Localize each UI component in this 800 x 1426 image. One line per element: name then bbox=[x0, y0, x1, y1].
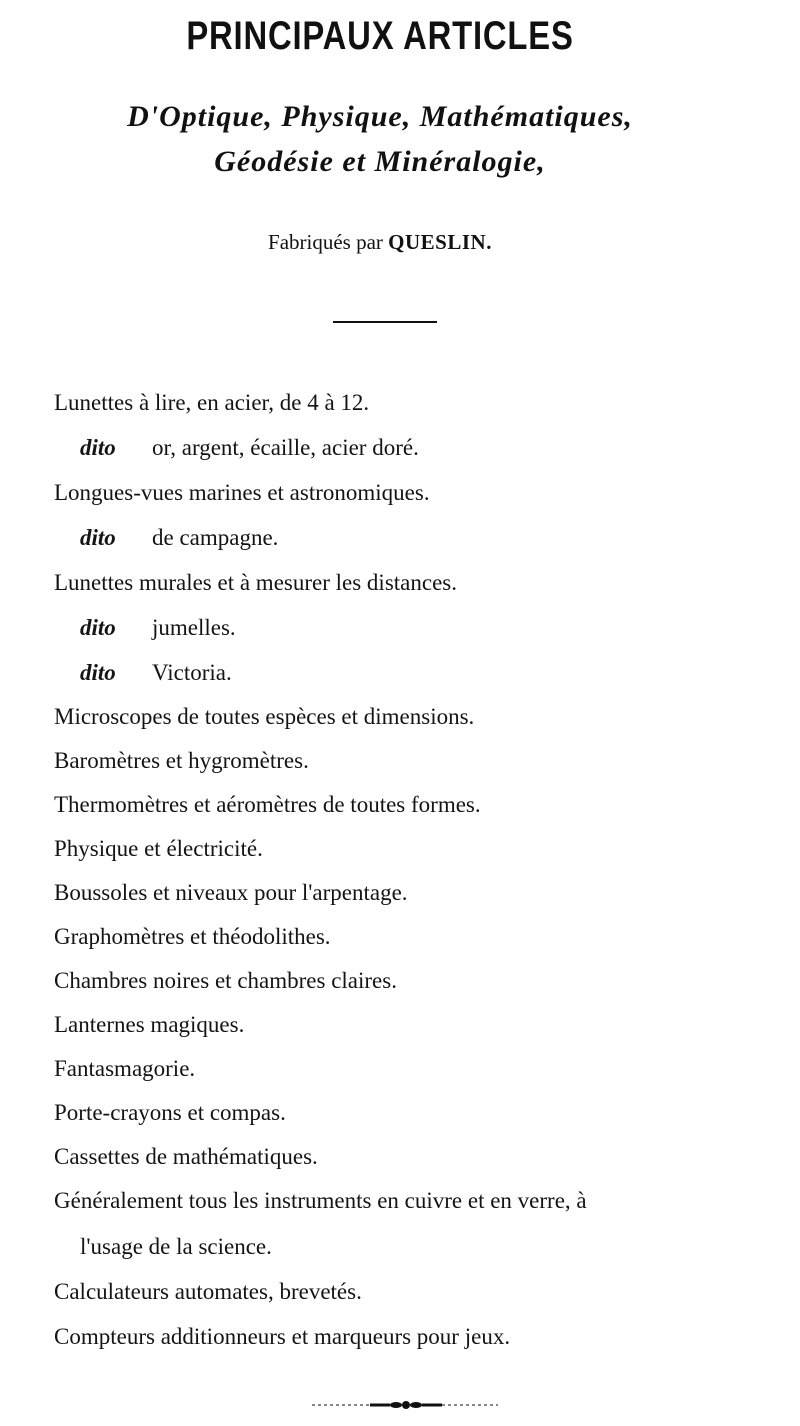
item-text: Victoria. bbox=[152, 660, 232, 685]
ditto-mark: dito bbox=[80, 615, 116, 640]
list-item bbox=[80, 658, 232, 688]
item-text: de campagne. bbox=[152, 525, 279, 550]
list-item bbox=[80, 523, 278, 553]
list-item bbox=[54, 478, 430, 508]
ornament-divider bbox=[310, 1398, 500, 1412]
item-text: Chambres noires et chambres claires. bbox=[54, 968, 397, 993]
maker-line bbox=[0, 230, 760, 255]
list-item bbox=[54, 1098, 286, 1128]
item-text: jumelles. bbox=[152, 615, 236, 640]
list-item bbox=[54, 746, 309, 776]
list-item bbox=[54, 1054, 195, 1084]
item-text: Longues-vues marines et astronomiques. bbox=[54, 480, 430, 505]
list-item bbox=[80, 1232, 272, 1262]
subtitle-line-2: Géodésie et Minéralogie, bbox=[214, 145, 546, 178]
list-item bbox=[54, 834, 263, 864]
item-text: Microscopes de toutes espèces et dimensions. bbox=[54, 704, 475, 729]
item-text: Physique et électricité. bbox=[54, 836, 263, 861]
item-text: Calculateurs automates, brevetés. bbox=[54, 1279, 362, 1304]
list-item bbox=[54, 388, 369, 418]
item-text: Boussoles et niveaux pour l'arpentage. bbox=[54, 880, 408, 905]
item-text: l'usage de la science. bbox=[80, 1234, 272, 1259]
item-text: Cassettes de mathématiques. bbox=[54, 1144, 318, 1169]
item-text: Généralement tous les instruments en cuivre et en verre, à bbox=[54, 1188, 587, 1213]
item-text: Thermomètres et aéromètres de toutes formes. bbox=[54, 792, 481, 817]
list-item bbox=[54, 1010, 244, 1040]
divider-rule bbox=[333, 321, 437, 323]
list-item bbox=[54, 1277, 362, 1307]
item-text: Baromètres et hygromètres. bbox=[54, 748, 309, 773]
item-text: Porte-crayons et compas. bbox=[54, 1100, 286, 1125]
maker-name: QUESLIN. bbox=[388, 230, 492, 254]
list-item bbox=[80, 613, 236, 643]
list-item bbox=[54, 568, 457, 598]
list-item bbox=[54, 1186, 587, 1216]
ditto-mark: dito bbox=[80, 525, 116, 550]
ditto-mark: dito bbox=[80, 660, 116, 685]
item-text: Lanternes magiques. bbox=[54, 1012, 245, 1037]
item-text: Compteurs additionneurs et marqueurs pour jeux. bbox=[54, 1324, 511, 1349]
subtitle-line-1: D'Optique, Physique, Mathématiques, bbox=[127, 100, 633, 133]
list-item bbox=[54, 878, 408, 908]
ditto-mark: dito bbox=[80, 435, 116, 460]
item-text: or, argent, écaille, acier doré. bbox=[152, 435, 419, 460]
list-item bbox=[54, 922, 331, 952]
maker-prefix: Fabriqués par bbox=[268, 230, 383, 254]
item-text: Graphomètres et théodolithes. bbox=[54, 924, 331, 949]
list-item bbox=[54, 966, 397, 996]
page-title: PRINCIPAUX ARTICLES bbox=[186, 14, 574, 58]
list-item bbox=[54, 1142, 318, 1172]
list-item bbox=[54, 702, 474, 732]
item-text: Fantasmagorie. bbox=[54, 1056, 196, 1081]
list-item bbox=[54, 1322, 510, 1352]
list-item bbox=[80, 433, 419, 463]
item-text: Lunettes murales et à mesurer les distances. bbox=[54, 570, 457, 595]
item-text: Lunettes à lire, en acier, de 4 à 12. bbox=[54, 390, 370, 415]
list-item bbox=[54, 790, 481, 820]
